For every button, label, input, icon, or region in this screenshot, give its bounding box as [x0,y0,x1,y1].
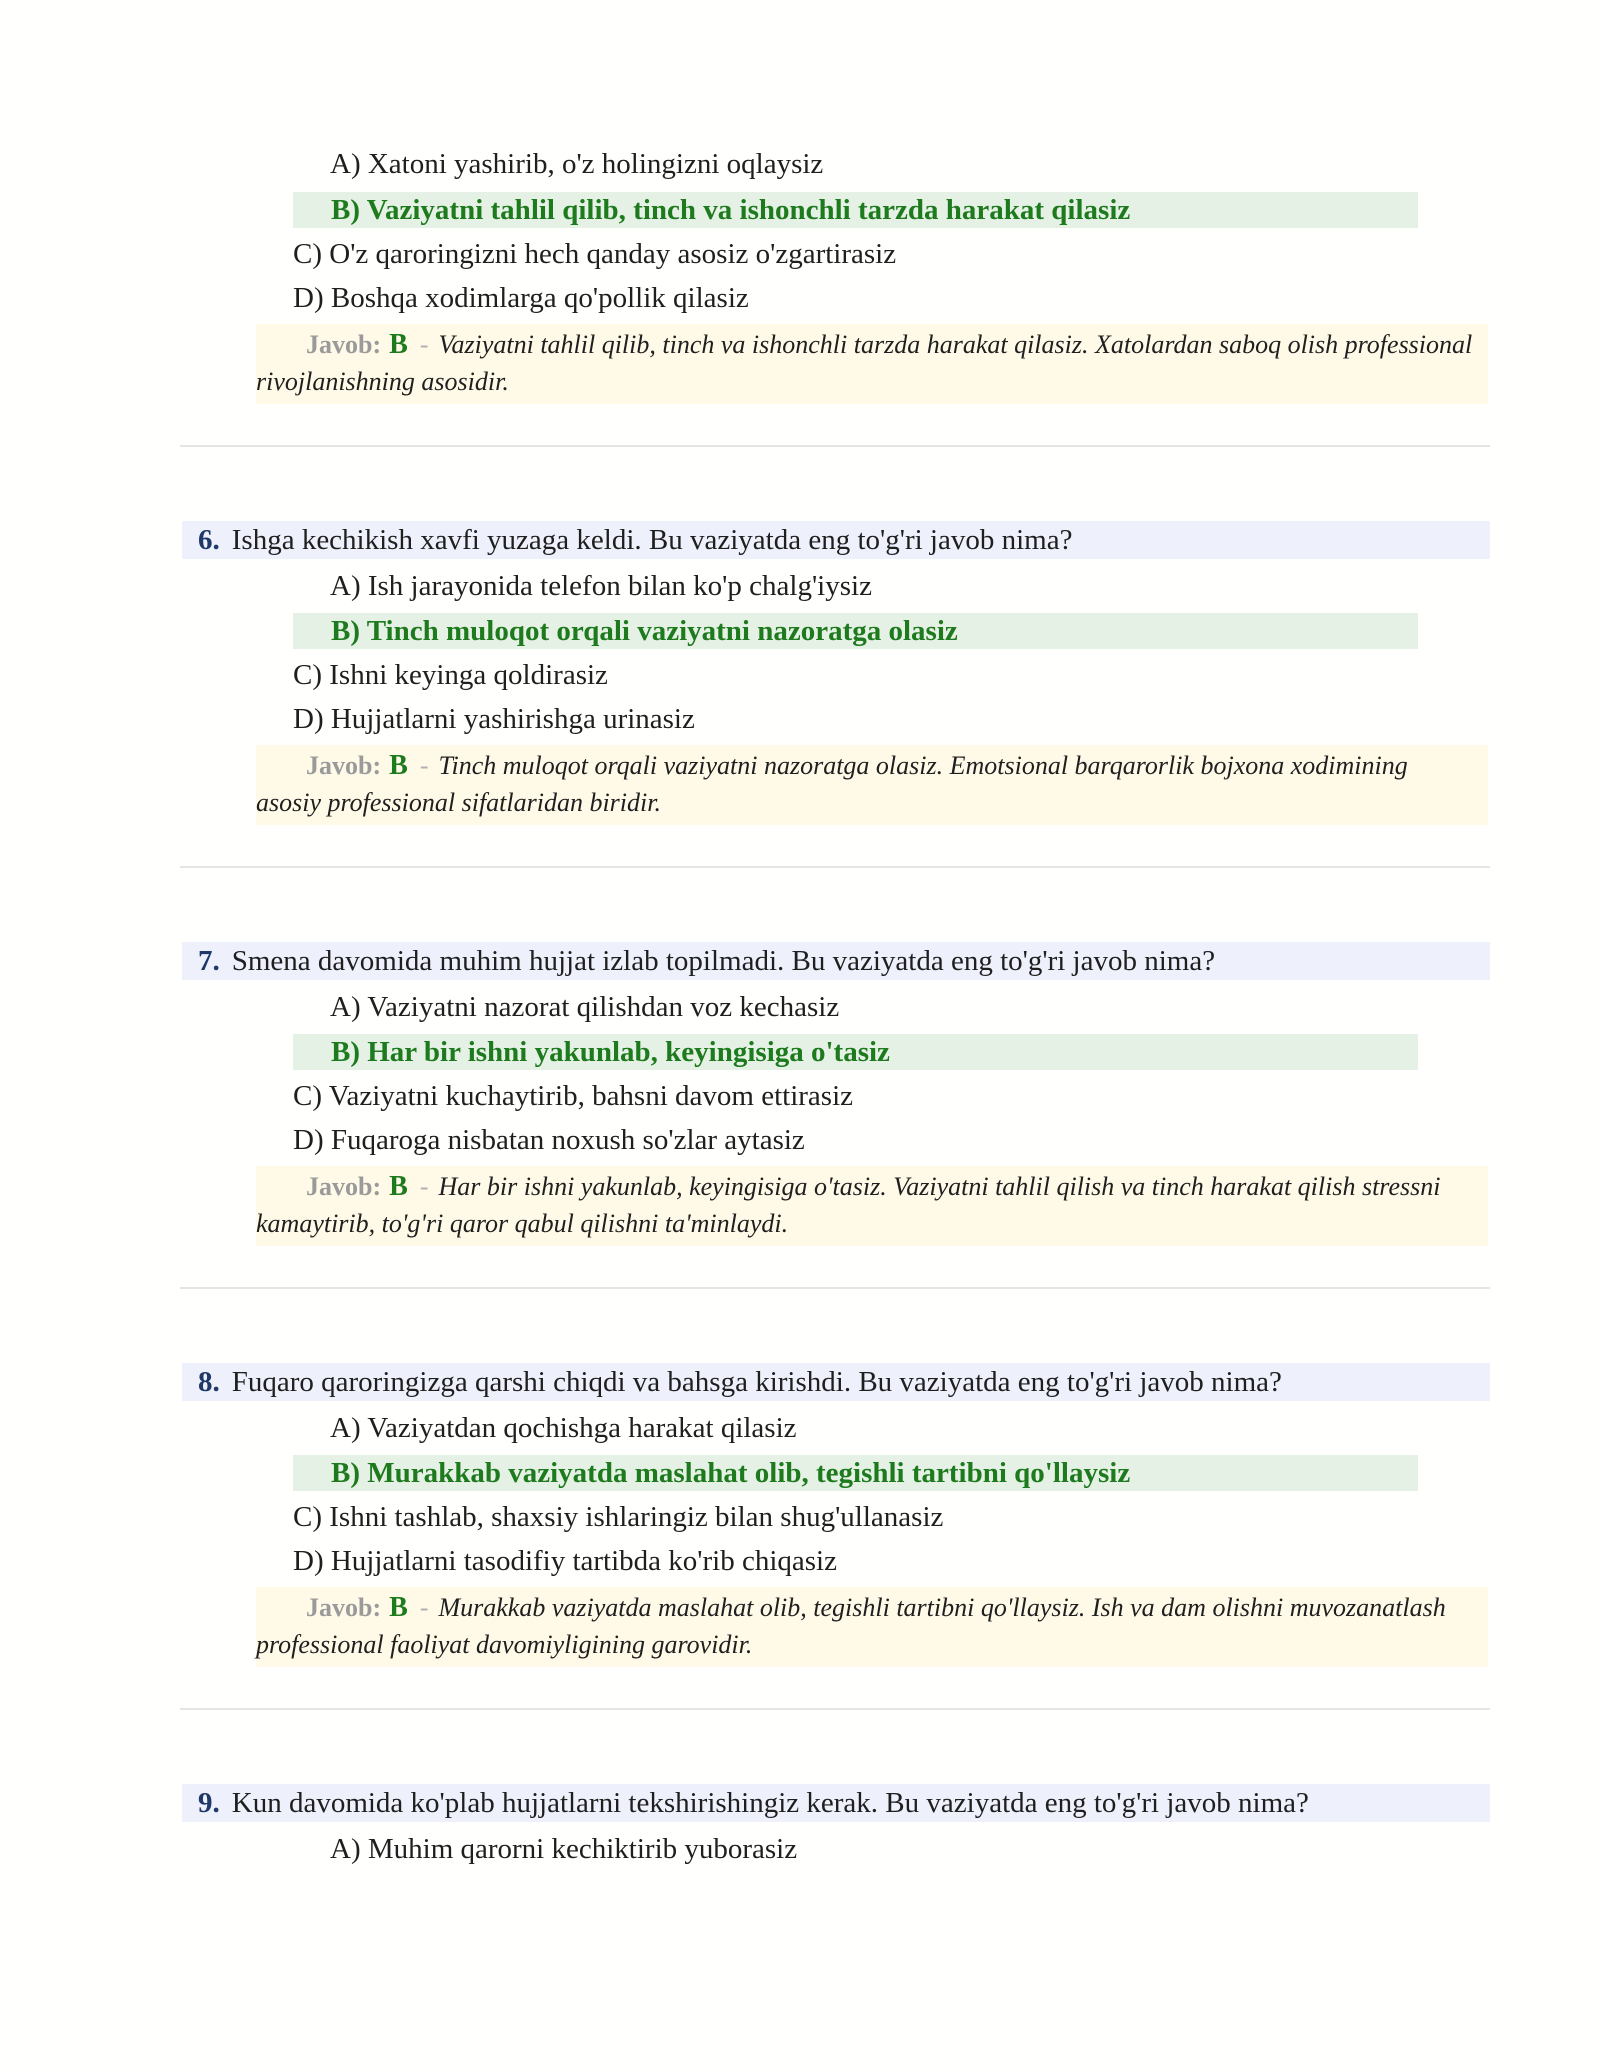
answer-letter: B [389,1171,408,1202]
answer-label: Javob: [306,330,382,359]
question-number: 9. [198,1787,220,1819]
answer-label: Javob: [306,1172,382,1201]
answer-dash: - [419,330,429,359]
option-d: D) Fuqaroga nisbatan noxush so'zlar aytasiz [293,1124,805,1156]
option-c: C) Ishni tashlab, shaxsiy ishlaringiz bilan shug'ullanasiz [293,1501,944,1533]
answer-label: Javob: [306,1593,382,1622]
answer-box [256,745,1488,825]
question [182,942,1490,980]
answer-explanation: Murakkab vaziyatda maslahat olib, tegishli tartibni qo'llaysiz. Ish va dam olishni muvozanatlash professional faoliyat davomiyligining garovidir. [256,1593,1446,1659]
answer-explanation: Vaziyatni tahlil qilib, tinch va ishonchli tarzda harakat qilasiz. Xatolardan saboq olish professional rivojlanishning asosidir. [256,330,1473,396]
answer-letter: B [389,329,408,360]
option-a: A) Ish jarayonida telefon bilan ko'p chalg'iysiz [330,570,872,602]
question [182,1784,1490,1822]
option-a: A) Muhim qarorni kechiktirib yuborasiz [330,1833,798,1865]
question-text: Smena davomida muhim hujjat izlab topilmadi. Bu vaziyatda eng to'g'ri javob nima? [231,945,1216,977]
answer-dash: - [419,1593,429,1622]
answer-box [256,1166,1488,1246]
divider [180,445,1490,447]
option-b-correct: B) Vaziyatni tahlil qilib, tinch va ishonchli tarzda harakat qilasiz [293,192,1418,228]
question [182,1363,1490,1401]
divider [180,1287,1490,1289]
option-c: C) O'z qaroringizni hech qanday asosiz o'zgartirasiz [293,238,897,270]
answer-letter: B [389,1592,408,1623]
question-number: 7. [198,945,220,977]
option-d: D) Hujjatlarni tasodifiy tartibda ko'rib chiqasiz [293,1545,837,1577]
answer-label: Javob: [306,751,382,780]
option-c: C) Vaziyatni kuchaytirib, bahsni davom ettirasiz [293,1080,853,1112]
question-number: 8. [198,1366,220,1398]
option-a: A) Vaziyatdan qochishga harakat qilasiz [330,1412,797,1444]
option-d: D) Hujjatlarni yashirishga urinasiz [293,703,695,735]
question [182,521,1490,559]
option-c: C) Ishni keyinga qoldirasiz [293,659,608,691]
option-b-correct: B) Murakkab vaziyatda maslahat olib, tegishli tartibni qo'llaysiz [293,1455,1418,1491]
option-b-correct: B) Tinch muloqot orqali vaziyatni nazoratga olasiz [293,613,1418,649]
question-number: 6. [198,524,220,556]
option-a: A) Vaziyatni nazorat qilishdan voz kechasiz [330,991,840,1023]
option-b-correct: B) Har bir ishni yakunlab, keyingisiga o'tasiz [293,1034,1418,1070]
question-text: Kun davomida ko'plab hujjatlarni tekshirishingiz kerak. Bu vaziyatda eng to'g'ri javob nima? [231,1787,1309,1819]
divider [180,1708,1490,1710]
answer-explanation: Tinch muloqot orqali vaziyatni nazoratga olasiz. Emotsional barqarorlik bojxona xodimining asosiy professional sifatlaridan biridir. [256,751,1408,817]
answer-letter: B [389,750,408,781]
option-d: D) Boshqa xodimlarga qo'pollik qilasiz [293,282,749,314]
question-text: Fuqaro qaroringizga qarshi chiqdi va bahsga kirishdi. Bu vaziyatda eng to'g'ri javob nima? [231,1366,1282,1398]
answer-dash: - [419,1172,429,1201]
answer-dash: - [419,751,429,780]
question-text: Ishga kechikish xavfi yuzaga keldi. Bu vaziyatda eng to'g'ri javob nima? [231,524,1073,556]
answer-box [256,324,1488,404]
divider [180,866,1490,868]
answer-box [256,1587,1488,1667]
answer-explanation: Har bir ishni yakunlab, keyingisiga o'tasiz. Vaziyatni tahlil qilish va tinch harakat qilish stressni kamaytirib, to'g'ri qaror qabul qilishni ta'minlaydi. [256,1172,1441,1238]
option-a: A) Xatoni yashirib, o'z holingizni oqlaysiz [330,148,824,180]
